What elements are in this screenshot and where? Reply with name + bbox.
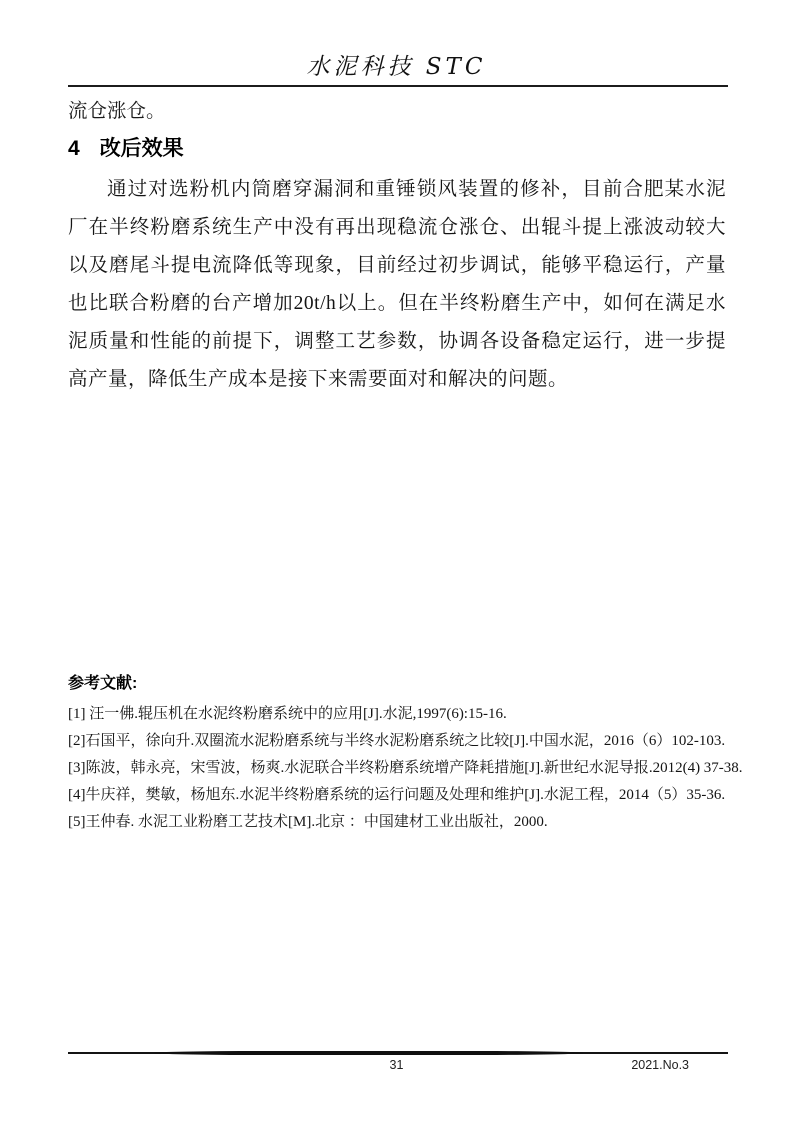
reference-item: [3]陈波，韩永亮，宋雪波，杨爽.水泥联合半终粉磨系统增产降耗措施[J].新世纪水泥导报.2012(4) 37-38.	[68, 760, 743, 776]
journal-title: 水泥科技 STC	[306, 54, 487, 80]
reference-item: [5]王仲春. 水泥工业粉磨工艺技术[M].北京 ：中国建材工业出版社，2000.	[68, 814, 548, 830]
body-paragraph: 通过对选粉机内筒磨穿漏洞和重锤锁风装置的修补，目前合肥某水泥厂在半终粉磨系统生产中没有再出现稳流仓涨仓、出辊斗提上涨波动较大以及磨尾斗提电流降低等现象，目前经过初步调试，能够平稳运行，产量也比联合粉磨的台产增加20t/h以上。但在半终粉磨生产中，如何在满足水泥质量和性能的前提下，调整工艺参数，协调各设备稳定运行，进一步提高产量，降低生产成本是接下来需要面对和解决的问题。	[68, 179, 726, 390]
footer-divider	[68, 1052, 728, 1054]
reference-item: [1] 汪一佛.辊压机在水泥终粉磨系统中的应用[J].水泥,1997(6):15-16.	[68, 706, 507, 722]
page-number: 31	[389, 1058, 404, 1072]
references-heading: 参考文献:	[68, 675, 138, 692]
section-number: 4	[68, 137, 80, 160]
header-divider	[68, 85, 728, 87]
carryover-text: 流仓涨仓。	[68, 101, 166, 122]
references-section	[68, 670, 743, 836]
reference-item: [4]牛庆祥，樊敏，杨旭东.水泥半终粉磨系统的运行问题及处理和维护[J].水泥工程，2014（5）35-36.	[68, 787, 726, 803]
section-heading	[68, 132, 184, 162]
reference-item: [2]石国平，徐向升.双圈流水泥粉磨系统与半终水泥粉磨系统之比较[J].中国水泥，2016（6）102-103.	[68, 733, 726, 749]
section-title: 改后效果	[99, 137, 184, 160]
issue-label: 2021.No.3	[631, 1058, 689, 1072]
